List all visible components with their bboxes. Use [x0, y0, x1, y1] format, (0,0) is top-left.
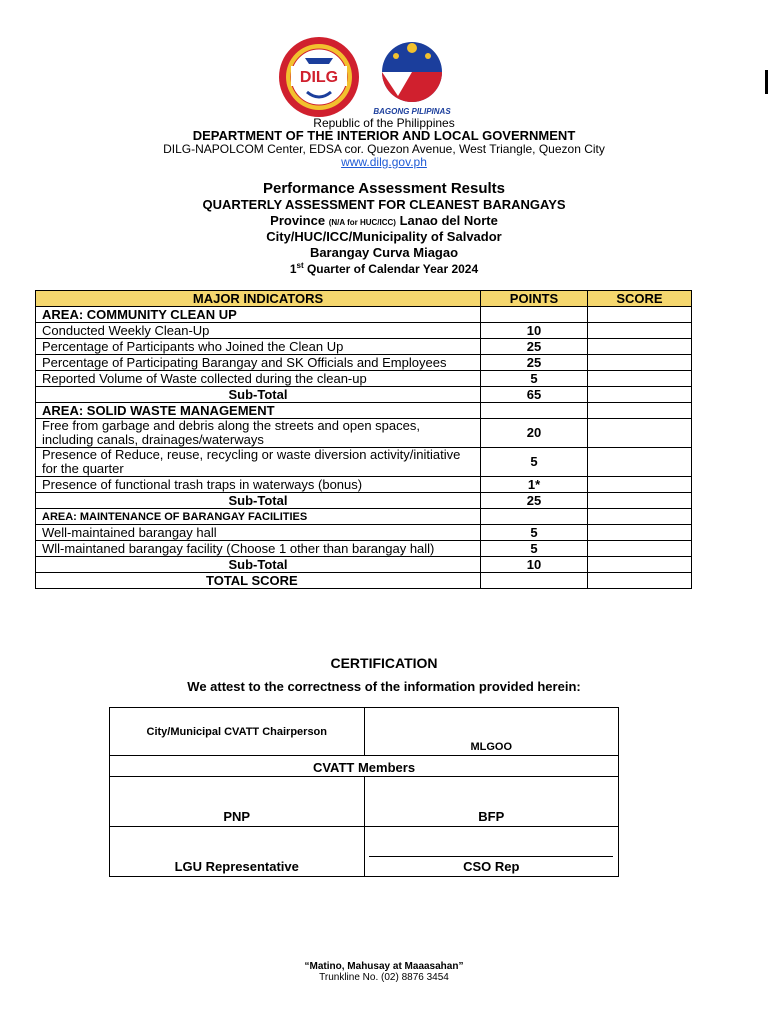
area-row [36, 403, 692, 419]
indicator-label: Presence of Reduce, reuse, recycling or waste diversion activity/initiative for the quarter [36, 448, 481, 477]
area-title: AREA: SOLID WASTE MANAGEMENT [36, 403, 481, 419]
dilg-seal-icon [277, 36, 361, 118]
indicator-label: Percentage of Participants who Joined the Clean Up [36, 339, 481, 355]
points-value: 1* [481, 477, 588, 493]
bagong-pilipinas-logo-icon [368, 38, 456, 118]
score-cell[interactable] [588, 323, 692, 339]
indicator-label: Free from garbage and debris along the streets and open spaces, including canals, drainages/waterways [36, 419, 481, 448]
score-cell[interactable] [588, 541, 692, 557]
score-cell[interactable] [588, 387, 692, 403]
score-cell[interactable] [588, 307, 692, 323]
province-line [0, 213, 768, 228]
republic-line: Republic of the Philippines [313, 116, 455, 130]
members-header-row [110, 756, 619, 777]
score-cell[interactable] [588, 419, 692, 448]
subtotal-label: Sub-Total [36, 387, 481, 403]
points-value: 25 [481, 339, 588, 355]
signature-row [110, 777, 619, 827]
website-link[interactable]: www.dilg.gov.ph [341, 155, 427, 169]
indicator-label: Reported Volume of Waste collected during the clean-up [36, 371, 481, 387]
indicator-label: Wll-maintaned barangay facility (Choose 1 other than barangay hall) [36, 541, 481, 557]
score-cell[interactable] [588, 403, 692, 419]
table-row [36, 525, 692, 541]
attestation-text: We attest to the correctness of the information provided herein: [187, 679, 581, 694]
area-title: AREA: COMMUNITY CLEAN UP [36, 307, 481, 323]
document-subtitle: QUARTERLY ASSESSMENT FOR CLEANEST BARANGAYS [202, 197, 566, 212]
area-row [36, 307, 692, 323]
table-row [36, 541, 692, 557]
seal-text: DILG [299, 69, 339, 86]
score-cell[interactable] [588, 355, 692, 371]
department-name: DEPARTMENT OF THE INTERIOR AND LOCAL GOVERNMENT [192, 128, 576, 143]
header-points: POINTS [481, 291, 588, 307]
score-cell[interactable] [588, 339, 692, 355]
bfp-signature[interactable]: BFP [364, 777, 619, 827]
signature-row [110, 708, 619, 756]
assessment-table [35, 290, 692, 589]
score-cell[interactable] [588, 509, 692, 525]
lgu-signature[interactable]: LGU Representative [110, 827, 365, 877]
table-row [36, 477, 692, 493]
header-score: SCORE [588, 291, 692, 307]
subtotal-points: 65 [481, 387, 588, 403]
score-cell[interactable] [588, 477, 692, 493]
department-address: DILG-NAPOLCOM Center, EDSA cor. Quezon Avenue, West Triangle, Quezon City [163, 142, 605, 156]
header-logos [0, 36, 768, 118]
quarter-line [0, 261, 768, 276]
score-cell[interactable] [588, 371, 692, 387]
subtotal-row [36, 387, 692, 403]
table-header-row [36, 291, 692, 307]
cso-signature-cell[interactable] [364, 827, 619, 877]
points-value: 5 [481, 525, 588, 541]
pnp-signature[interactable]: PNP [110, 777, 365, 827]
city-line: City/HUC/ICC/Municipality of Salvador [266, 229, 502, 244]
subtotal-label: Sub-Total [36, 493, 481, 509]
total-points [481, 573, 588, 589]
table-row [36, 339, 692, 355]
points-value: 5 [481, 541, 588, 557]
quarter-number: 1 [289, 262, 297, 276]
province-label: Province [270, 213, 326, 228]
signature-line [369, 856, 613, 857]
header-indicators: MAJOR INDICATORS [36, 291, 481, 307]
total-row [36, 573, 692, 589]
points-value: 5 [481, 448, 588, 477]
mlgoo-signature[interactable]: MLGOO [364, 708, 619, 756]
table-row [36, 419, 692, 448]
website-row [0, 155, 768, 169]
signature-row [110, 827, 619, 877]
brand-text: BAGONG PILIPINAS [373, 107, 451, 116]
points-value: 25 [481, 355, 588, 371]
quarter-text: Quarter of Calendar Year 2024 [303, 262, 479, 276]
indicator-label: Well-maintained barangay hall [36, 525, 481, 541]
quarter-ordinal: st [296, 261, 304, 270]
members-header: CVATT Members [110, 756, 619, 777]
area-row [36, 509, 692, 525]
footer-trunkline: Trunkline No. (02) 8876 3454 [319, 972, 449, 983]
score-cell[interactable] [588, 525, 692, 541]
total-label: TOTAL SCORE [36, 573, 481, 589]
subtotal-label: Sub-Total [36, 557, 481, 573]
table-row [36, 448, 692, 477]
table-row [36, 323, 692, 339]
province-value: Lanao del Norte [399, 213, 498, 228]
subtotal-row [36, 493, 692, 509]
certification-title: CERTIFICATION [330, 655, 438, 671]
footer-motto: “Matino, Mahusay at Maaasahan” [304, 961, 464, 972]
points-value: 5 [481, 371, 588, 387]
subtotal-points: 10 [481, 557, 588, 573]
score-cell[interactable] [588, 448, 692, 477]
score-cell[interactable] [588, 557, 692, 573]
score-cell[interactable] [588, 493, 692, 509]
table-row [36, 355, 692, 371]
province-note: (N/A for HUC/ICC) [328, 218, 396, 227]
total-score-cell[interactable] [588, 573, 692, 589]
cso-label: CSO Rep [463, 859, 520, 874]
area-title: AREA: MAINTENANCE OF BARANGAY FACILITIES [36, 509, 481, 525]
subtotal-points: 25 [481, 493, 588, 509]
indicator-label: Presence of functional trash traps in waterways (bonus) [36, 477, 481, 493]
document-title: Performance Assessment Results [262, 180, 506, 197]
indicator-label: Percentage of Participating Barangay and SK Officials and Employees [36, 355, 481, 371]
indicator-label: Conducted Weekly Clean-Up [36, 323, 481, 339]
signature-table [109, 707, 619, 877]
chairperson-signature[interactable]: City/Municipal CVATT Chairperson [110, 708, 365, 756]
points-value: 20 [481, 419, 588, 448]
points-value: 10 [481, 323, 588, 339]
barangay-line: Barangay Curva Miagao [309, 245, 459, 260]
table-row [36, 371, 692, 387]
subtotal-row [36, 557, 692, 573]
